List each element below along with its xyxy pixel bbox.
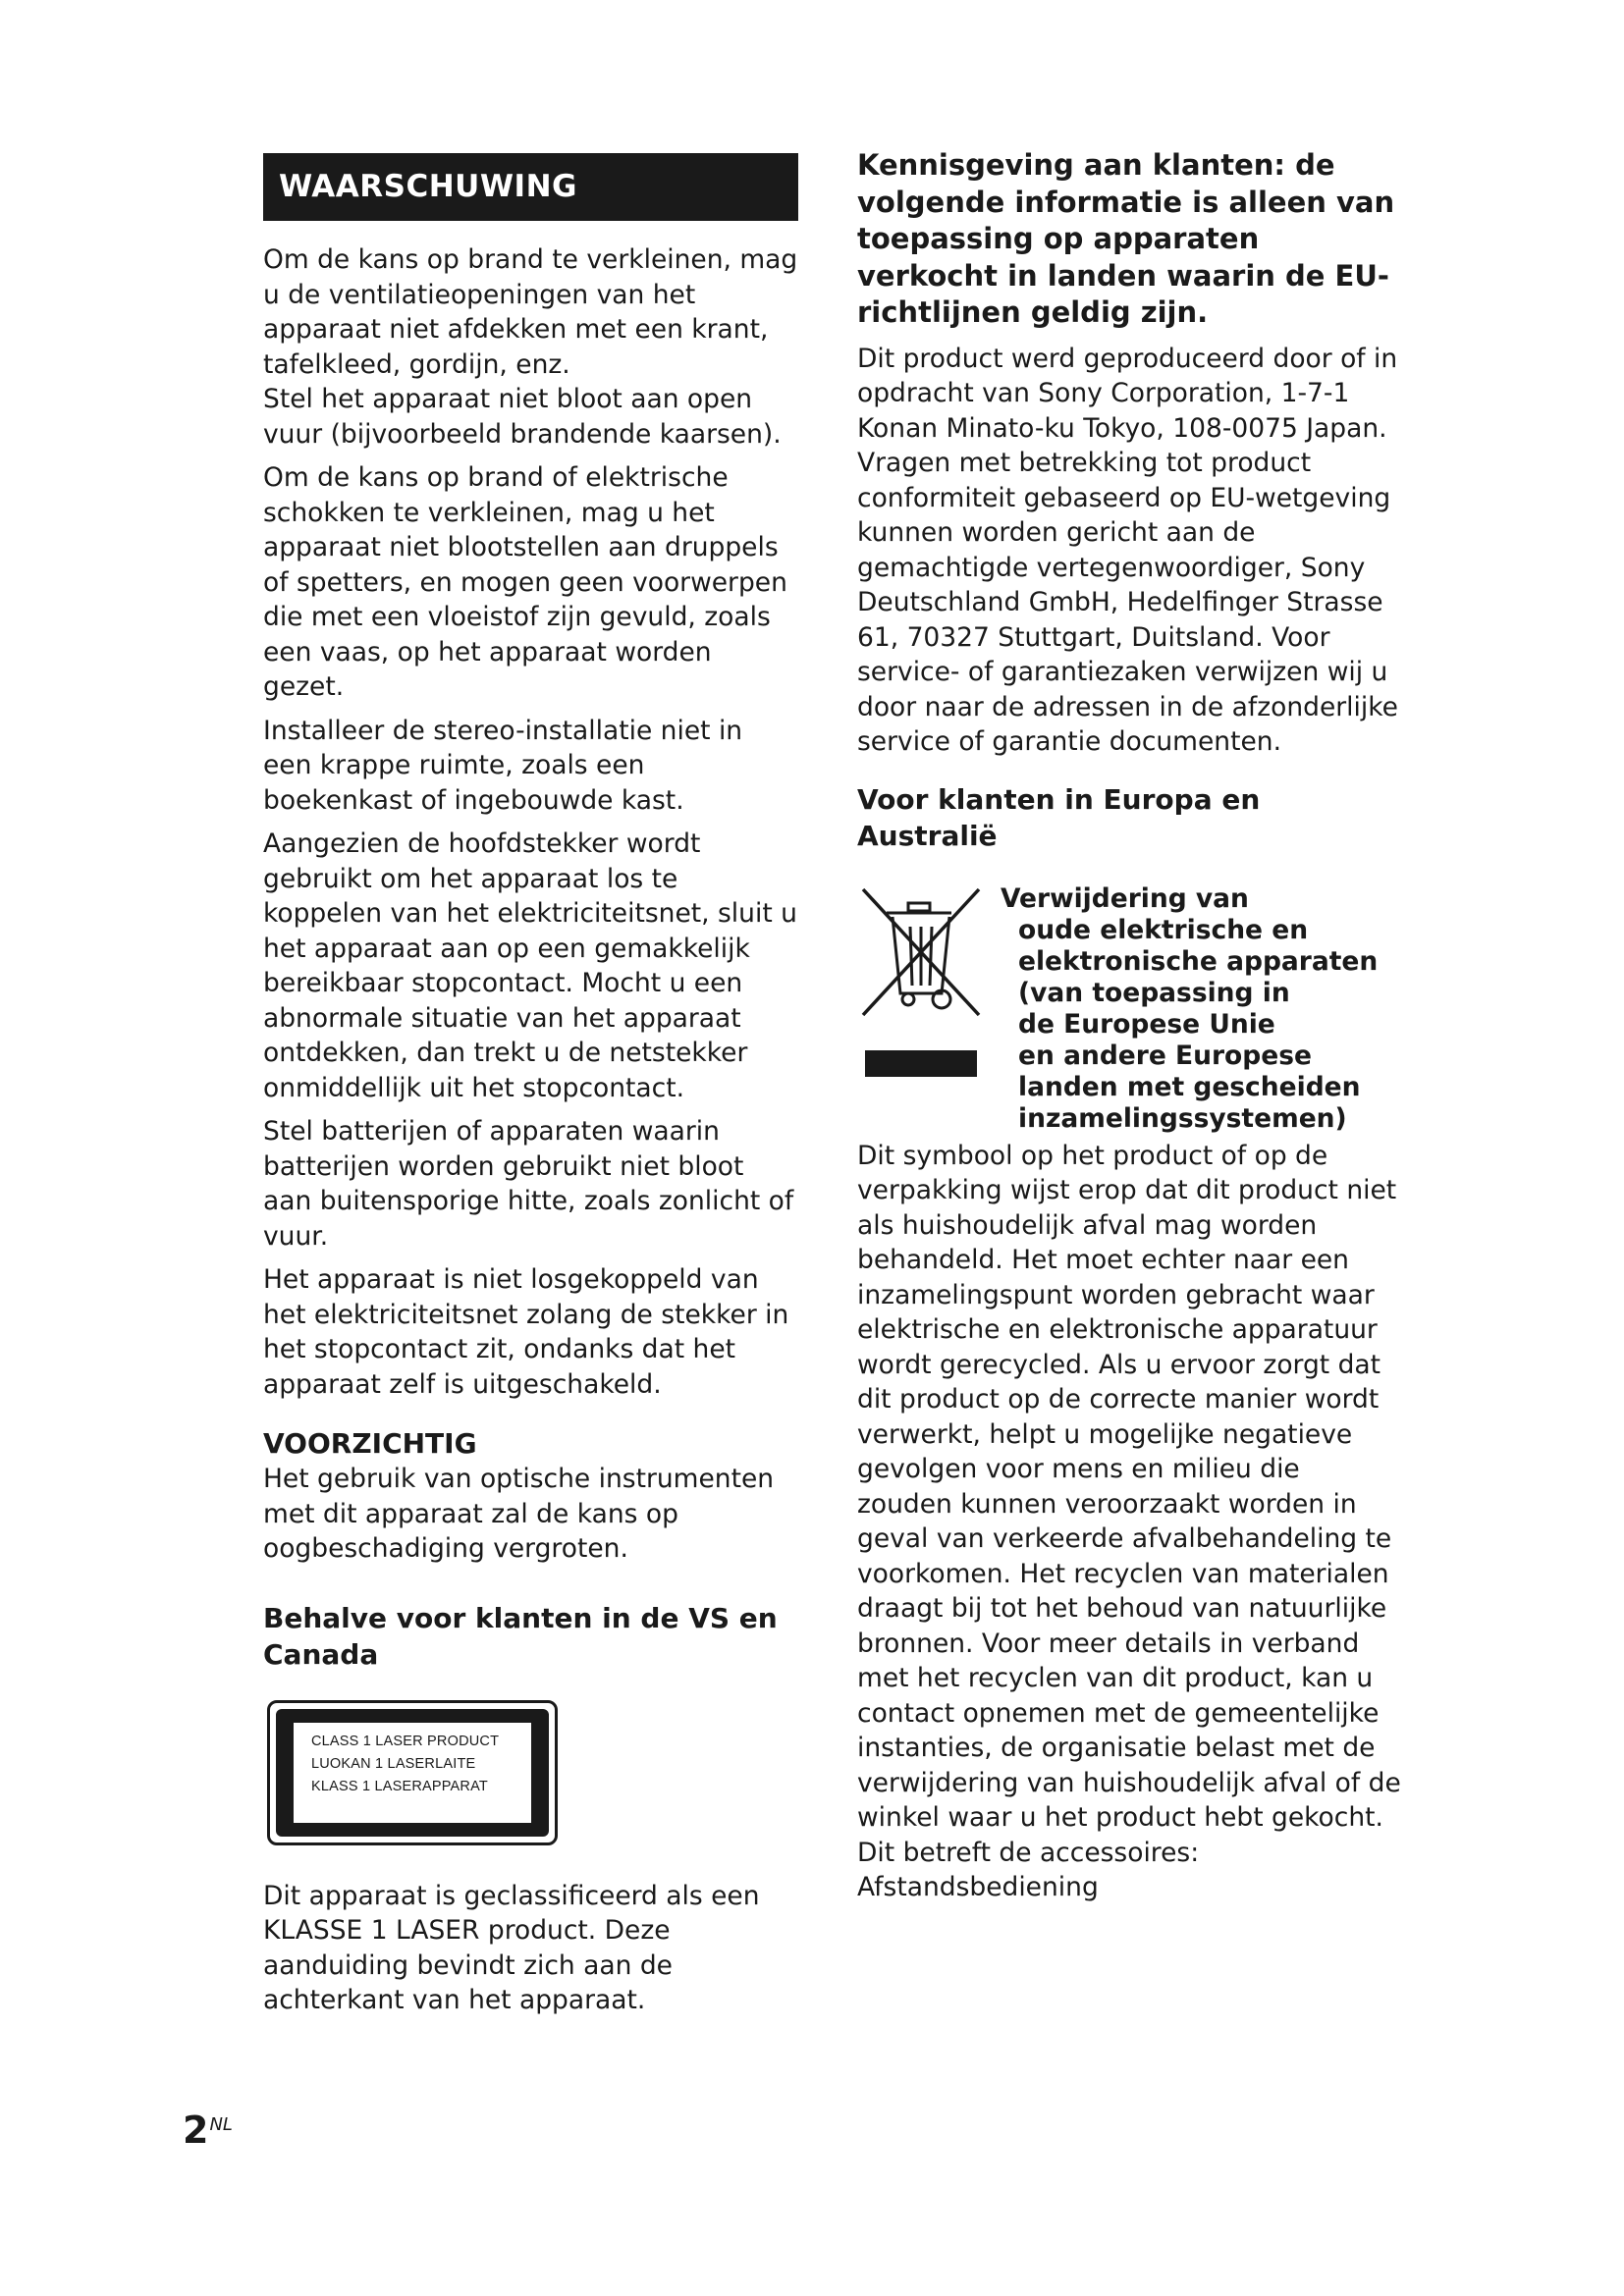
laser-class-label [267,1700,558,1845]
crossed-bin-icon [857,883,985,1021]
warning-paragraph: Aangezien de hoofdstekker wordt gebruikt om het apparaat los te koppelen van het elektriciteitsnet, sluit u het apparaat aan op een gemakkelijk bereikbaar stopcontact. Mocht u een abnormale situatie van het apparaat ontdekken, dan trekt u de netstekker onmiddellijk uit het stopcontact. [263,828,797,1103]
weee-heading-line: oude elektrische en [1018,914,1309,945]
page-language-suffix: NL [209,2114,233,2135]
us-canada-heading: Behalve voor klanten in de VS en Canada [263,1601,778,1671]
accessories-intro: Dit betreft de accessoires: [857,1837,1200,1868]
weee-heading [1001,883,1393,1135]
warning-paragraph: Om de kans op brand of elektrische schokken te verkleinen, mag u het apparaat niet blootstellen aan druppels of spetters, en mogen geen voorwerpen die met een vloeistof zijn gevuld, zoals een vaas, op het apparaat worden gezet. [263,462,787,702]
eu-notice-text: Dit product werd geproduceerd door of in opdracht van Sony Corporation, 1-7-1 Konan Minato-ku Tokyo, 108-0075 Japan. Vragen met betrekking tot product conformiteit gebaseerd op EU-wetgeving kunnen worden gericht aan de gemachtigde vertegenwoordiger, Sony Deutschland GmbH, Hedelfinger Strasse 61, 70327 Stuttgart, Duitsland. Voor service- of garantiezaken verwijzen wij u door naar de adressen in de afzonderlijke service of garantie documenten. [857,343,1398,757]
warning-paragraph: Om de kans op brand te verkleinen, mag u de ventilatieopeningen van het apparaat niet afdekken met een krant, tafelkleed, gordijn, enz. [263,244,798,380]
weee-heading-line: inzamelingssystemen) [1018,1102,1347,1134]
left-column [263,147,798,2027]
warning-paragraph: Stel batterijen of apparaten waarin batterijen worden gebruikt niet bloot aan buitensporige hitte, zoals zonlicht of vuur. [263,1116,794,1252]
warning-paragraph: Installeer de stereo-installatie niet in een krappe ruimte, zoals een boekenkast of ingebouwde kast. [263,715,743,816]
laser-label-line: LUOKAN 1 LASERLAITE [311,1755,476,1772]
laser-description: Dit apparaat is geclassificeerd als een KLASSE 1 LASER product. Deze aanduiding bevindt zich aan de achterkant van het apparaat. [263,1880,760,2015]
europe-australia-heading: Voor klanten in Europa en Australië [857,782,1261,852]
weee-block [857,882,1402,1134]
laser-label-line: CLASS 1 LASER PRODUCT [311,1733,500,1749]
accessories-item: Afstandsbediening [857,1872,1099,1902]
weee-black-bar [865,1050,977,1077]
weee-heading-line: landen met gescheiden [1018,1071,1361,1102]
warning-paragraph: Het apparaat is niet losgekoppeld van het elektriciteitsnet zolang de stekker in het stopcontact zit, ondanks dat het apparaat zelf is uitgeschakeld. [263,1264,789,1400]
weee-heading-line: (van toepassing in [1018,977,1290,1008]
warning-paragraph: Stel het apparaat niet bloot aan open vuur (bijvoorbeeld brandende kaarsen). [263,384,782,450]
page-number [183,2110,233,2150]
caution-heading: VOORZICHTIG [263,1427,477,1460]
weee-heading-line: elektronische apparaten [1018,945,1379,977]
eu-notice-heading: Kennisgeving aan klanten: de volgende informatie is alleen van toepassing op apparaten verkocht in landen waarin de EU-richtlijnen geldig zijn. [857,148,1395,329]
warning-title: WAARSCHUWING [263,153,798,221]
caution-text: Het gebruik van optische instrumenten met dit apparaat zal de kans op oogbeschadiging vergroten. [263,1464,775,1564]
weee-heading-line: en andere Europese [1018,1040,1312,1071]
weee-text: Dit symbool op het product of op de verpakking wijst erop dat dit product niet als huishoudelijk afval mag worden behandeld. Het moet echter naar een inzamelingspunt worden gebracht waar elektrische en elektronische apparatuur wordt gerecycled. Als u ervoor zorgt dat dit product op de correcte manier wordt verwerkt, helpt u mogelijke negatieve gevolgen voor mens en milieu die zouden kunnen veroorzaakt worden in geval van verkeerde afvalbehandeling te voorkomen. Het recyclen van materialen draagt bij tot het behoud van natuurlijke bronnen. Voor meer details in verband met het recyclen van dit product, kan u contact opnemen met de gemeentelijke instanties, de organisatie belast met de verwijdering van huishoudelijk afval of de winkel waar u het product hebt gekocht. [857,1140,1401,1833]
right-column [857,147,1402,1914]
laser-label-line: KLASS 1 LASERAPPARAT [311,1778,488,1794]
weee-heading-line: de Europese Unie [1018,1008,1275,1040]
weee-heading-line: Verwijdering van [1001,882,1249,914]
page-number-value: 2 [183,2109,209,2152]
